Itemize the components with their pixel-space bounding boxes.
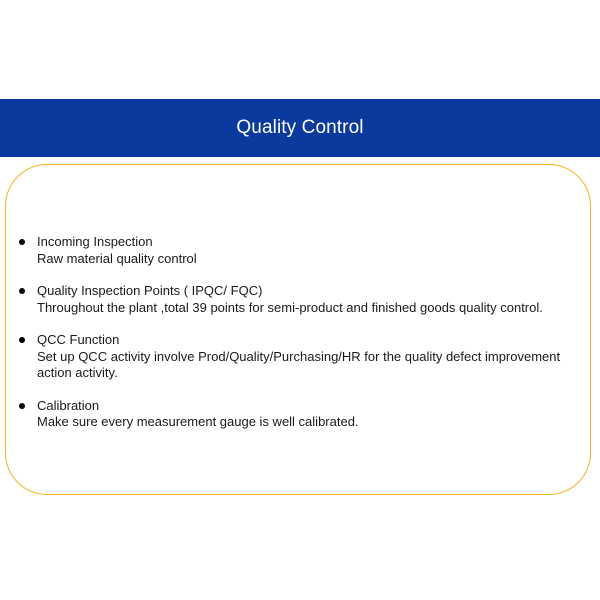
bullet-item-incoming-inspection (18, 234, 593, 267)
slide-title: Quality Control (236, 117, 364, 138)
bullet-dot-icon (19, 337, 25, 343)
title-bar (0, 99, 600, 157)
bullet-description: Throughout the plant ,total 39 points for semi-product and finished goods quality control. (37, 299, 543, 315)
bullet-dot-icon (19, 403, 25, 409)
bullet-dot-icon (19, 239, 25, 245)
bullet-heading: Quality Inspection Points ( IPQC/ FQC) (37, 283, 263, 298)
bullet-description: Make sure every measurement gauge is well calibrated. (37, 414, 359, 429)
bullet-heading: QCC Function (37, 332, 120, 347)
bullet-dot-icon (19, 288, 25, 294)
bullet-list (18, 234, 593, 447)
bullet-description: Set up QCC activity involve Prod/Quality/Purchasing/HR for the quality defect improvement action activity. (37, 348, 561, 380)
bullet-heading: Calibration (37, 397, 100, 413)
bullet-heading: Incoming Inspection (37, 234, 153, 249)
bullet-description: Raw material quality control (37, 250, 197, 266)
bullet-item-calibration (18, 398, 593, 431)
bullet-item-qcc-function (18, 332, 593, 382)
bullet-item-quality-inspection-points (18, 283, 593, 316)
